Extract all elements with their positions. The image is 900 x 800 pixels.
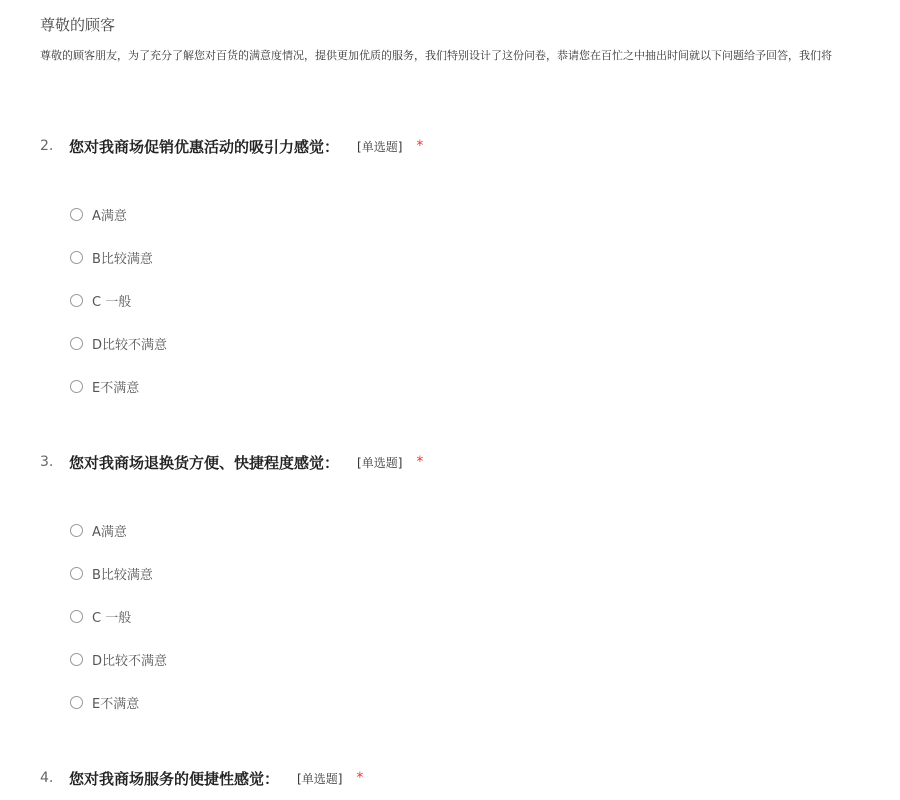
option-label[interactable]: A满意 — [92, 208, 127, 224]
radio-circle-icon[interactable] — [70, 524, 83, 537]
radio-circle-icon[interactable] — [70, 337, 83, 350]
radio-circle-icon[interactable] — [70, 567, 83, 580]
question-number: 2. — [40, 138, 54, 154]
question-number: 4. — [40, 770, 54, 786]
option-radio-e[interactable] — [70, 376, 860, 396]
option-label[interactable]: C 一般 — [92, 294, 132, 310]
option-radio-d[interactable] — [70, 333, 860, 353]
option-list — [70, 204, 860, 396]
question-3 — [40, 450, 860, 735]
required-mark: * — [356, 770, 364, 786]
option-label[interactable]: B比较满意 — [92, 567, 153, 583]
question-number: 3. — [40, 454, 54, 470]
survey-greeting: 尊敬的顾客 — [40, 16, 116, 34]
radio-circle-icon[interactable] — [70, 380, 83, 393]
option-list — [70, 520, 860, 712]
radio-circle-icon[interactable] — [70, 653, 83, 666]
question-text: 您对我商场服务的便捷性感觉： — [69, 769, 280, 788]
option-label[interactable]: B比较满意 — [92, 251, 153, 267]
option-radio-a[interactable] — [70, 204, 860, 224]
question-4 — [40, 766, 860, 790]
option-label[interactable]: E不满意 — [92, 380, 140, 396]
option-radio-e[interactable] — [70, 692, 860, 712]
option-label[interactable]: C 一般 — [92, 610, 132, 626]
option-label[interactable]: A满意 — [92, 524, 127, 540]
question-text: 您对我商场退换货方便、快捷程度感觉： — [69, 453, 340, 472]
radio-circle-icon[interactable] — [70, 696, 83, 709]
option-label[interactable]: D比较不满意 — [92, 653, 168, 669]
radio-circle-icon[interactable] — [70, 610, 83, 623]
option-radio-d[interactable] — [70, 649, 860, 669]
question-type-tag: [单选题] — [297, 771, 343, 786]
survey-header — [40, 14, 900, 64]
question-type-tag: [单选题] — [357, 139, 403, 154]
question-title-row — [40, 134, 860, 158]
option-radio-b[interactable] — [70, 563, 860, 583]
survey-intro: 尊敬的顾客朋友，为了充分了解您对百货的满意度情况，提供更加优质的服务，我们特别设计了这份问卷，恭请您在百忙之中抽出时间就以下问题给予回答，我们将 — [40, 49, 832, 62]
option-label[interactable]: D比较不满意 — [92, 337, 168, 353]
radio-circle-icon[interactable] — [70, 208, 83, 221]
option-radio-a[interactable] — [70, 520, 860, 540]
radio-circle-icon[interactable] — [70, 294, 83, 307]
option-radio-b[interactable] — [70, 247, 860, 267]
required-mark: * — [416, 454, 424, 470]
question-2 — [40, 134, 860, 419]
question-title-row — [40, 766, 860, 790]
required-mark: * — [416, 138, 424, 154]
option-label[interactable]: E不满意 — [92, 696, 140, 712]
question-type-tag: [单选题] — [357, 455, 403, 470]
question-text: 您对我商场促销优惠活动的吸引力感觉： — [69, 137, 340, 156]
option-radio-c[interactable] — [70, 606, 860, 626]
option-radio-c[interactable] — [70, 290, 860, 310]
question-title-row — [40, 450, 860, 474]
radio-circle-icon[interactable] — [70, 251, 83, 264]
